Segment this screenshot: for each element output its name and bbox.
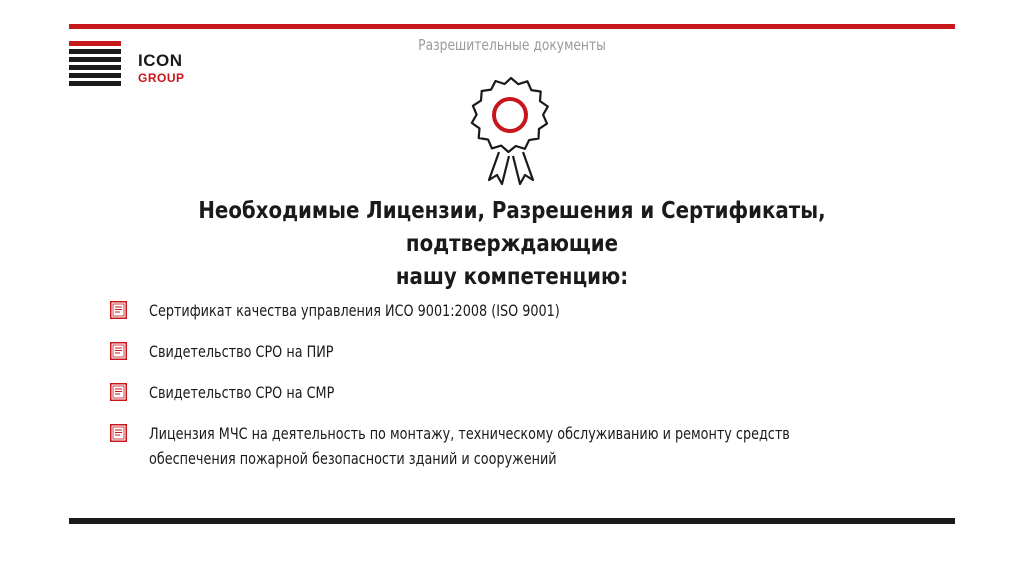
company-logo	[138, 52, 185, 84]
page-title-line: Необходимые Лицензии, Разрешения и Сертификаты, подтверждающие	[198, 198, 826, 257]
list-item-text	[149, 421, 917, 471]
document-icon	[110, 424, 127, 442]
permits-list	[110, 298, 930, 487]
logo-stripe	[69, 81, 121, 86]
document-icon	[110, 383, 127, 401]
award-rosette-icon	[461, 76, 561, 186]
list-item-text: Свидетельство СРО на ПИР	[149, 342, 334, 361]
list-item-text: Сертификат качества управления ИСО 9001:2008 (ISO 9001)	[149, 301, 560, 320]
page-title	[123, 195, 900, 294]
list-item-text: Свидетельство СРО на СМР	[149, 383, 335, 402]
list-item	[110, 380, 930, 405]
slide-header: Разрешительные документы	[418, 36, 606, 54]
list-item	[110, 298, 930, 323]
logo-stripe	[69, 73, 121, 78]
list-item-text-line: обеспечения пожарной безопасности зданий и сооружений	[149, 449, 557, 468]
document-icon	[110, 342, 127, 360]
logo-subname: GROUP	[138, 71, 185, 85]
bottom-rule	[69, 518, 955, 524]
list-item	[110, 421, 930, 471]
document-icon	[110, 301, 127, 319]
page-title-line: нашу компетенцию:	[395, 264, 629, 290]
logo-name: ICON	[138, 51, 183, 70]
top-accent-rule	[69, 24, 955, 29]
list-item	[110, 339, 930, 364]
list-item-text-line: Лицензия МЧС на деятельность по монтажу, техническому обслуживанию и ремонту средств	[149, 424, 790, 443]
logo-stripe	[69, 65, 121, 70]
logo-stripe	[69, 57, 121, 62]
